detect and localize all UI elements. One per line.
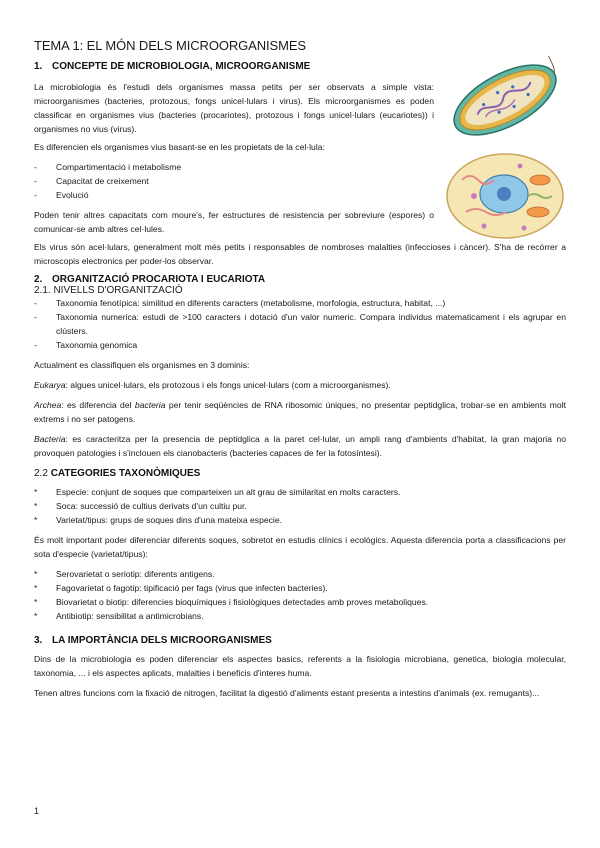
document-page [34, 38, 566, 704]
s22-subtypes-list [34, 567, 566, 623]
section-2-heading: 2. ORGANITZACIÓ PROCARIOTA I EUCARIOTA [34, 274, 266, 285]
list-item: * Soca: successió de cultius derivats d'un cultiu pur. [34, 501, 247, 511]
section-2-2-heading: 2.2 CATEGORIES TAXONÒMIQUES [34, 468, 201, 479]
s2-taxonomy-list [34, 296, 566, 352]
section-2-1-heading: 2.1. NIVELLS D'ORGANITZACIÓ [34, 285, 183, 296]
list-item: * Especie: conjunt de soques que comparteixen un alt grau de similaritat en molts caracters. [34, 487, 401, 497]
list-item: - Taxonomia genomica [34, 340, 138, 350]
page-number: 1 [34, 806, 40, 816]
s22-categories-list [34, 485, 566, 527]
list-item: * Biovarietat o biotip: diferencies bioquímiques i fisiològiques detectades amb proves metaboliques. [34, 597, 429, 607]
s22-paragraph-1: És molt important poder diferenciar diferents soques, sobretot en estudis clínics i ecològics. Aquesta diferencia porta a classificacions per sota d'especie (varietat/tipus): [34, 535, 566, 559]
s3-paragraph-1: Dins de la microbiologia es poden diferenciar els aspectes basics, referents a la fisiologia microbiana, genetica, biologia molecular, taxonomia, ... i els aspectes aplicats, malalties i beneficis d'interes huma. [34, 654, 566, 678]
list-item: - Taxonomia numerica: estudi de >100 caracters i dotació d'un valor numeric. Compara individus matematicament i els agrupar en clústers. [34, 312, 566, 336]
s3-paragraph-2: Tenen altres funcions com la fixació de nitrogen, facilitat la digestió d'aliments estant presenta a intestins d'animals (ex. remugants)... [34, 688, 540, 698]
list-item: * Serovarietat o seriotip: diferents antigens. [34, 569, 215, 579]
domain-archea: Archea: es diferencia del bacteria per tenir seqüències de RNA ribosomic úniques, no presentar peptidglica, trobar-se en ambients molt extrems i no ser patogens. [34, 400, 566, 424]
domain-eukarya: Eukarya: algues unicel·lulars, els protozous i els fongs unicel·lulars (com a microorganismes). [34, 380, 391, 390]
s1-properties-list [34, 160, 566, 202]
list-item: - Evolució [34, 190, 89, 200]
s2-paragraph-1: Actualment es classifiquen els organismes en 3 dominis: [34, 360, 250, 370]
list-item: * Antibiotip: sensibilitat a antimicrobians. [34, 611, 204, 621]
s1-paragraph-3: Poden tenir altres capacitats com moure's, fer estructures de resistencia per sobreviure (espores) o comunicar-se amb altres cel·lules. [34, 210, 434, 234]
s1-paragraph-4: Els virus són acel·lulars, generalment molt més petits i responsables de nombroses malalties (infeccioses i càncer). S'ha de recórrer a microscopis electronics per poder-los observar. [34, 242, 566, 266]
list-item: - Capacitat de creixement [34, 176, 149, 186]
list-item: * Fagovarietat o fagotip: tipificació per fags (virus que infecten bacteries). [34, 583, 328, 593]
section-1-heading: 1. CONCEPTE DE MICROBIOLOGIA, MICROORGANISME [34, 61, 311, 72]
list-item: - Compartimentació i metabolisme [34, 162, 182, 172]
list-item: - Taxonomia fenotípica: similitud en diferents caracters (metabolisme, morfologia, estructura, habitat, ...) [34, 298, 446, 308]
page-title: TEMA 1: EL MÓN DELS MICROORGANISMES [34, 38, 306, 53]
section-3-heading: 3. LA IMPORTÀNCIA DELS MICROORGANISMES [34, 635, 272, 646]
s1-paragraph-1: La microbiologia és l'estudi dels organismes massa petits per ser observats a simple vista: microorganismes (bacteries, protozous, fongs unicel·lulars i virus). Els microorganismes es poden classificar en organismes vius (bacteries (procariotes), protozous i fongs unicel·lulars (eucariotes)) i organismes no vius (virus). [34, 82, 434, 134]
domain-bacteria: Bacteria: es caracteritza per la presencia de peptidglica a la paret cel·lular, un ampli rang d'ambients d'habitat, la gran majoria no provoquen patologies i s'inclouen els cianobacteris (bacteries capaces de fer la fotosíntesi). [34, 434, 566, 458]
list-item: * Varietat/tipus: grups de soques dins d'una mateixa especie. [34, 515, 283, 525]
s1-paragraph-2: Es diferencien els organismes vius basant-se en les propietats de la cel·lula: [34, 142, 325, 152]
